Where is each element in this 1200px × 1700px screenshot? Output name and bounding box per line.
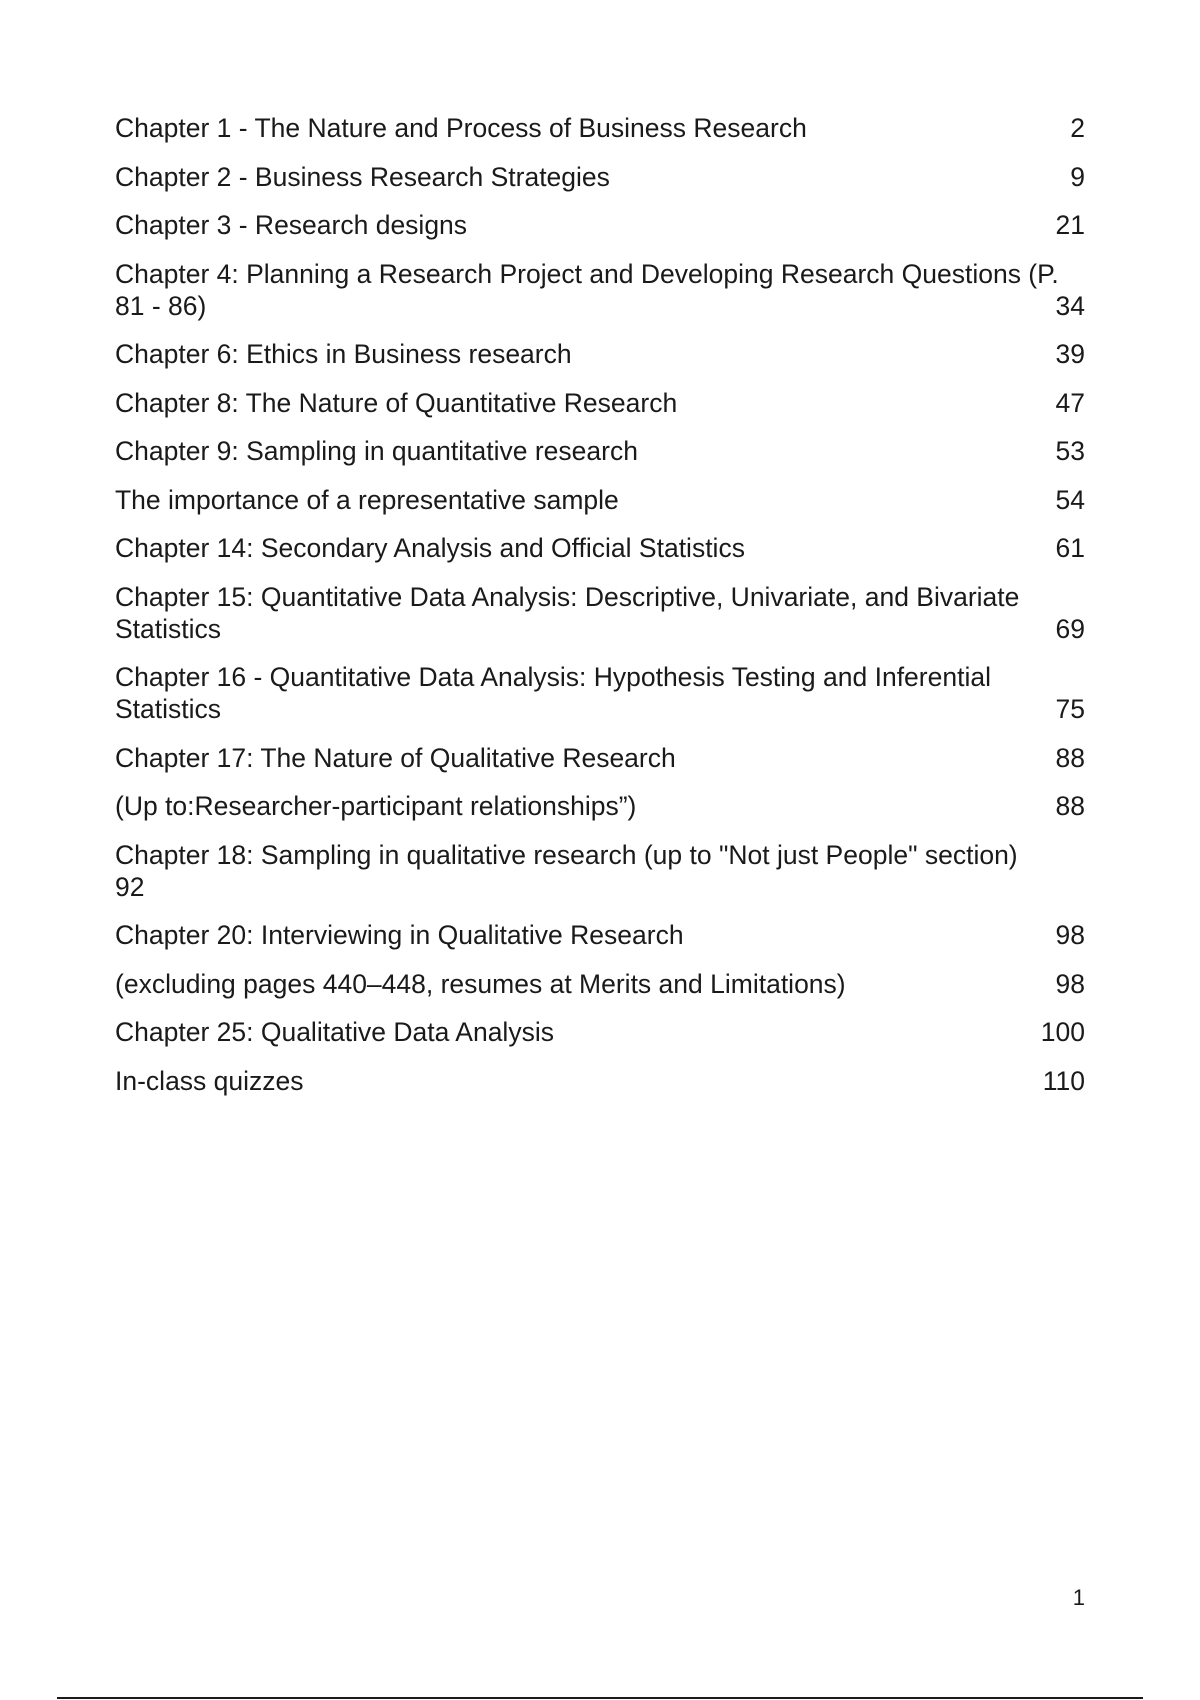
toc-entry-title: Chapter 15: Quantitative Data Analysis: Descriptive, Univariate, and Bivariate Statistics [115,581,1020,644]
toc-entry[interactable] [115,661,1085,725]
toc-entry-title: (excluding pages 440–448, resumes at Merits and Limitations) [115,968,846,999]
toc-entry[interactable] [115,532,1085,564]
toc-entry-title: Chapter 2 - Business Research Strategies [115,161,610,192]
toc-entry-title: (Up to:Researcher-participant relationships”) [115,791,637,821]
toc-entry-title: Chapter 14: Secondary Analysis and Official Statistics [115,533,745,563]
toc-entry[interactable] [115,790,1085,822]
toc-entry[interactable] [115,581,1085,645]
table-of-contents [115,112,1085,1113]
toc-entry-title: Chapter 4: Planning a Research Project and Developing Research Questions (P. 81 - 86) [115,258,1059,321]
toc-entry-title: Chapter 17: The Nature of Qualitative Research [115,742,676,773]
toc-entry[interactable] [115,1016,1085,1048]
toc-entry-page: 98 [1055,920,1085,950]
toc-entry-page: 47 [1055,387,1085,418]
toc-entry-title: Chapter 20: Interviewing in Qualitative Research [115,920,684,950]
toc-entry[interactable] [115,435,1085,467]
toc-entry[interactable] [115,919,1085,951]
toc-entry[interactable] [115,484,1085,516]
toc-entry[interactable] [115,839,1085,903]
toc-entry-title: The importance of a representative sample [115,484,619,515]
toc-entry-page: 34 [1055,290,1085,321]
toc-entry[interactable] [115,258,1085,322]
toc-entry[interactable] [115,742,1085,774]
toc-entry-page: 110 [1042,1065,1085,1096]
toc-entry[interactable] [115,112,1085,144]
toc-entry-title: In-class quizzes [115,1065,304,1096]
toc-entry-page: 61 [1055,533,1085,563]
toc-entry-title: Chapter 9: Sampling in quantitative research [115,436,638,466]
toc-entry-page: 39 [1055,339,1085,369]
toc-entry-title: Chapter 8: The Nature of Quantitative Research [115,387,678,418]
toc-entry[interactable] [115,968,1085,1000]
toc-entry-page: 88 [1055,742,1085,773]
bottom-divider [57,1697,1143,1699]
toc-entry-page: 75 [1055,694,1085,724]
toc-entry-page: 92 [115,871,145,902]
toc-entry-page: 9 [1070,161,1085,192]
toc-entry-title: Chapter 16 - Quantitative Data Analysis: Hypothesis Testing and Inferential Statistics [115,662,991,724]
toc-entry-title: Chapter 3 - Research designs [115,210,468,240]
page-number: 1 [1072,1585,1085,1610]
toc-entry-page: 21 [1055,210,1085,240]
toc-entry-page: 69 [1055,613,1085,644]
toc-entry[interactable] [115,387,1085,419]
toc-entry-title: Chapter 25: Qualitative Data Analysis [115,1017,554,1047]
toc-entry[interactable] [115,161,1085,193]
toc-entry[interactable] [115,1065,1085,1097]
toc-entry-title: Chapter 1 - The Nature and Process of Business Research [115,113,807,143]
toc-entry[interactable] [115,338,1085,370]
toc-entry-page: 98 [1055,968,1085,999]
toc-entry-title: Chapter 6: Ethics in Business research [115,339,572,369]
toc-entry-page: 53 [1055,436,1085,466]
toc-entry-page: 88 [1055,791,1085,821]
toc-entry-page: 2 [1070,113,1085,143]
toc-entry-page: 100 [1040,1017,1085,1047]
toc-entry[interactable] [115,209,1085,241]
toc-entry-page: 54 [1055,484,1085,515]
toc-entry-title: Chapter 18: Sampling in qualitative research (up to "Not just People" section) [115,839,1018,870]
